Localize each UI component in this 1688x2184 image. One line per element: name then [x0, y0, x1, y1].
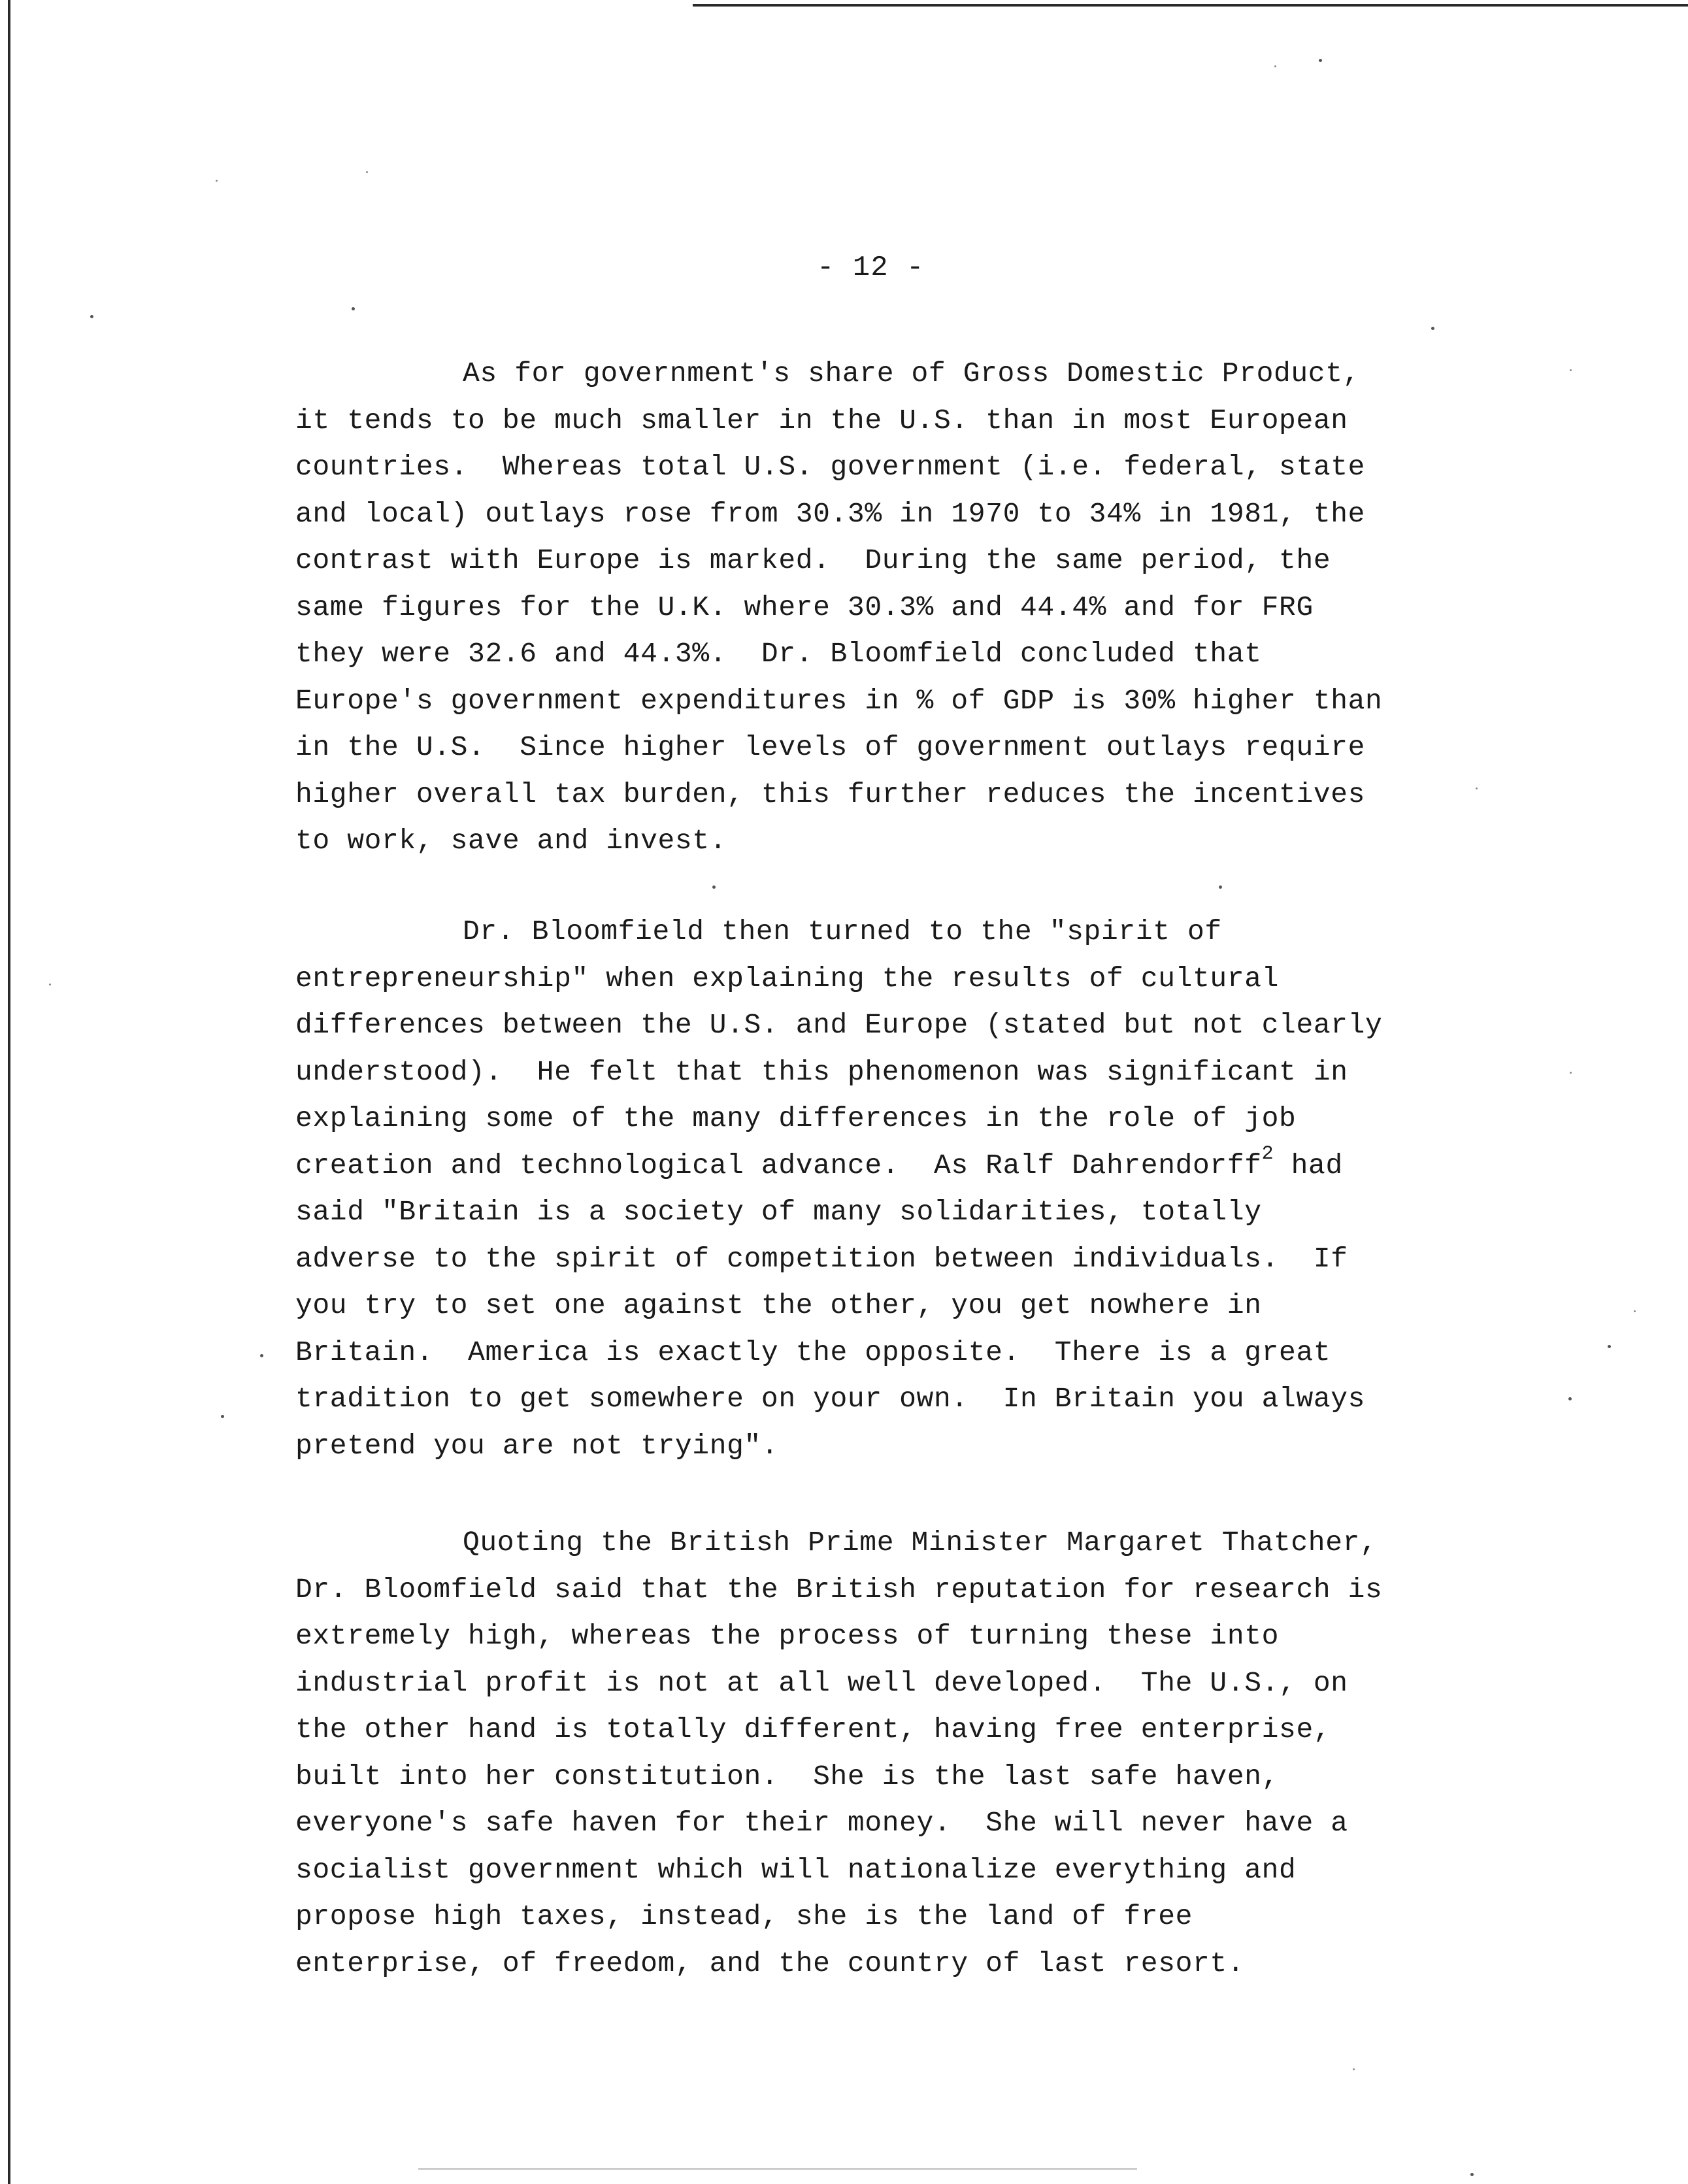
scan-speck	[216, 180, 218, 182]
scan-speck	[1570, 1072, 1572, 1074]
text-line: extremely high, whereas the process of turning these into	[295, 1620, 1280, 1652]
text-line: same figures for the U.K. where 30.3% and 44.4% and for FRG	[295, 591, 1314, 623]
text-line-content: Dr. Bloomfield then turned to the "spirit of	[463, 916, 1222, 948]
text-line: industrial profit is not at all well developed. The U.S., on	[295, 1666, 1348, 1699]
text-line-tail: had	[1274, 1149, 1343, 1182]
text-line: and local) outlays rose from 30.3% in 1970 to 34% in 1981, the	[295, 497, 1366, 530]
scan-speck	[1219, 885, 1222, 889]
text-line	[295, 1142, 1485, 1189]
text-line: explaining some of the many differences in the role of job	[295, 1102, 1297, 1134]
page-number: - 12 -	[817, 252, 925, 284]
text-line: countries. Whereas total U.S. government (i.e. federal, state	[295, 451, 1366, 483]
text-line	[295, 1519, 1485, 1566]
scan-speck	[1274, 65, 1276, 67]
text-line: socialist government which will nationalize everything and	[295, 1853, 1297, 1886]
scan-speck	[1568, 1397, 1572, 1400]
scan-speck	[1608, 1345, 1611, 1348]
text-line-content: creation and technological advance. As Ralf Dahrendorff	[295, 1149, 1262, 1182]
text-line: differences between the U.S. and Europe (stated but not clearly	[295, 1009, 1383, 1041]
scan-speck	[352, 307, 355, 310]
text-line: tradition to get somewhere on your own. In Britain you always	[295, 1383, 1366, 1415]
text-line: they were 32.6 and 44.3%. Dr. Bloomfield concluded that	[295, 638, 1262, 670]
left-edge-rule	[8, 0, 10, 2184]
scan-speck	[712, 885, 716, 889]
paragraph-entrepreneurship	[295, 908, 1485, 1469]
scan-speck	[1353, 2068, 1355, 2070]
top-edge-rule	[693, 4, 1688, 7]
text-line: higher overall tax burden, this further reduces the incentives	[295, 778, 1366, 810]
text-line: enterprise, of freedom, and the country of last resort.	[295, 1947, 1245, 1979]
text-line: you try to set one against the other, you get nowhere in	[295, 1289, 1262, 1321]
text-line: in the U.S. Since higher levels of government outlays require	[295, 731, 1366, 763]
scan-speck	[260, 1354, 263, 1357]
text-line: adverse to the spirit of competition between individuals. If	[295, 1242, 1348, 1275]
scan-speck	[1470, 2173, 1474, 2176]
scan-speck	[366, 171, 368, 173]
text-line: everyone's safe haven for their money. She will never have a	[295, 1807, 1348, 1839]
text-line	[295, 350, 1485, 397]
scan-speck	[1634, 1310, 1636, 1312]
paragraph-thatcher-quote	[295, 1519, 1485, 1987]
text-line: Britain. America is exactly the opposite. There is a great	[295, 1336, 1331, 1368]
scan-speck	[49, 984, 51, 985]
text-line-content: As for government's share of Gross Domestic Product,	[463, 357, 1361, 389]
text-line: Europe's government expenditures in % of GDP is 30% higher than	[295, 684, 1383, 717]
footnote-marker: 2	[1261, 1142, 1274, 1165]
scan-speck	[1431, 327, 1434, 330]
text-line: the other hand is totally different, having free enterprise,	[295, 1713, 1331, 1746]
text-line: understood). He felt that this phenomenon was significant in	[295, 1055, 1348, 1088]
bottom-edge-rule	[418, 2168, 1137, 2170]
paragraph-government-share	[295, 350, 1485, 865]
text-line: it tends to be much smaller in the U.S. than in most European	[295, 404, 1348, 437]
text-line: pretend you are not trying".	[295, 1429, 779, 1462]
scan-speck	[1319, 59, 1322, 62]
scan-speck	[221, 1415, 224, 1418]
scan-speck	[1570, 369, 1572, 371]
text-line: entrepreneurship" when explaining the results of cultural	[295, 962, 1280, 995]
text-line: to work, save and invest.	[295, 825, 727, 857]
text-line-content: Quoting the British Prime Minister Margaret Thatcher,	[463, 1527, 1378, 1559]
text-line: Dr. Bloomfield said that the British reputation for research is	[295, 1573, 1383, 1606]
scan-speck	[90, 315, 93, 318]
text-line: contrast with Europe is marked. During the same period, the	[295, 544, 1331, 576]
text-line	[295, 908, 1485, 955]
text-line: propose high taxes, instead, she is the land of free	[295, 1900, 1193, 1932]
text-line: said "Britain is a society of many solidarities, totally	[295, 1196, 1262, 1228]
text-line: built into her constitution. She is the last safe haven,	[295, 1760, 1280, 1793]
